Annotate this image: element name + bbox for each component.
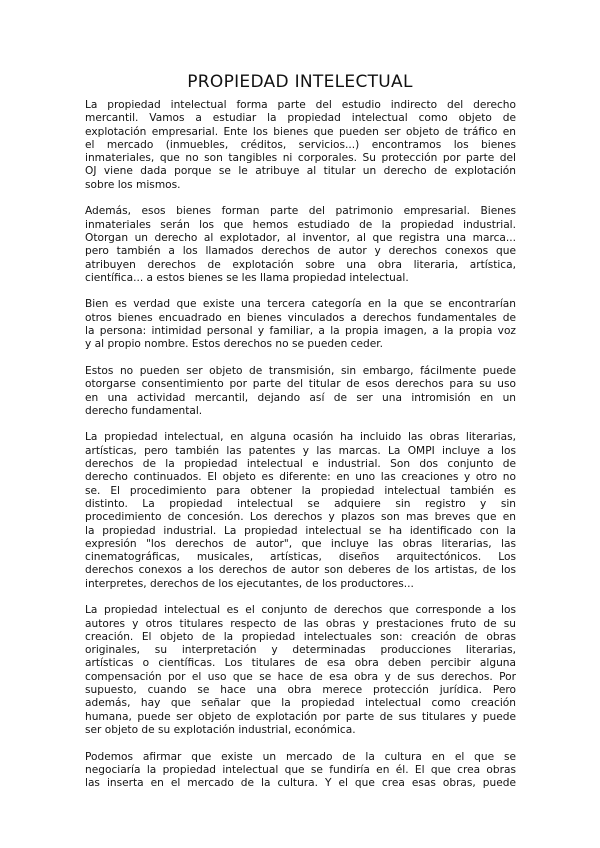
text-line: otros bienes encuadrado en bienes vinculados a derechos fundamentales de bbox=[85, 311, 516, 324]
text-line: supuesto, cuando se hace una obra merece protección jurídica. Pero bbox=[85, 684, 516, 697]
text-line: autores y otros titulares respecto de las obras y prestaciones fruto de su bbox=[85, 617, 516, 630]
text-line: sobre los mismos. bbox=[85, 178, 181, 191]
text-line: explotación empresarial. Ente los bienes que pueden ser objeto de tráfico en bbox=[85, 125, 516, 138]
text-line: humana, puede ser objeto de explotación por parte de sus titulares y puede bbox=[85, 710, 516, 723]
text-line: artísticas, pero también las patentes y las marcas. La OMPI incluye a los bbox=[85, 444, 516, 457]
text-line: expresión "los derechos de autor", que incluye las obras literarias, las bbox=[85, 537, 516, 550]
text-line: derecho fundamental. bbox=[85, 404, 203, 417]
text-line: y al propio nombre. Estos derechos no se pueden ceder. bbox=[85, 338, 384, 351]
text-line: la propiedad industrial. La propiedad intelectual se ha identificado con la bbox=[85, 524, 516, 537]
text-line: interpretes, derechos de los ejecutantes, de los productores... bbox=[85, 577, 414, 590]
text-line: atribuyen derechos de explotación sobre una obra literaria, artística, bbox=[85, 258, 516, 271]
document-body bbox=[85, 99, 516, 804]
text-line: cinematográficas, musicales, artísticas, diseños arquitectónicos. Los bbox=[85, 551, 516, 564]
text-line: se. El procedimiento para obtener la propiedad intelectual también es bbox=[85, 484, 516, 497]
text-line: Bien es verdad que existe una tercera categoría en la que se encontrarían bbox=[85, 298, 516, 311]
text-line: La propiedad intelectual forma parte del estudio indirecto del derecho bbox=[85, 99, 516, 111]
text-line: OJ viene dada porque se le atribuye al titular un derecho de explotación bbox=[85, 165, 516, 178]
text-line: además, hay que señalar que la propiedad intelectual como creación bbox=[85, 697, 516, 710]
text-line: artísticas o científicas. Los titulares de esa obra deben percibir alguna bbox=[85, 657, 516, 670]
text-line: en una actividad mercantil, dejando así de ser una intromisión en un bbox=[85, 391, 516, 404]
text-line: compensación por el uso que se hace de esa obra y de sus derechos. Por bbox=[85, 670, 516, 683]
text-line: Otorgan un derecho al explotador, al inventor, al que registra una marca... bbox=[85, 231, 516, 244]
paragraph bbox=[85, 604, 516, 737]
text-line: distinto. La propiedad intelectual se adquiere sin registro y sin bbox=[85, 497, 516, 510]
paragraph bbox=[85, 298, 516, 351]
text-line: las inserta en el mercado de la cultura. Y el que crea esas obras, puede bbox=[85, 777, 516, 790]
text-line: La propiedad intelectual, en alguna ocasión ha incluido las obras literarias, bbox=[85, 431, 516, 444]
text-line: La propiedad intelectual es el conjunto de derechos que corresponde a los bbox=[85, 604, 516, 617]
text-line: derecho continuados. El objeto es diferente: en uno las creaciones y otro no bbox=[85, 471, 516, 484]
text-line: inmateriales, que no son tangibles ni corporales. Su protección por parte del bbox=[85, 152, 516, 165]
paragraph bbox=[85, 751, 516, 791]
text-line: ser objeto de su explotación industrial, económica. bbox=[85, 723, 356, 736]
text-line: procedimiento de concesión. Los derechos y plazos son mas breves que en bbox=[85, 511, 516, 524]
paragraph bbox=[85, 99, 516, 192]
text-line: otorgarse consentimiento por parte del titular de esos derechos para su uso bbox=[85, 378, 516, 391]
text-line: pero también a los llamados derechos de autor y derechos conexos que bbox=[85, 245, 516, 258]
text-line: negociaría la propiedad intelectual que se fundiría en él. El que crea obras bbox=[85, 763, 516, 776]
text-line: Además, esos bienes forman parte del patrimonio empresarial. Bienes bbox=[85, 205, 516, 218]
document-title: PROPIEDAD INTELECTUAL bbox=[187, 72, 413, 92]
text-line: derechos de la propiedad intelectual e industrial. Son dos conjunto de bbox=[85, 458, 516, 471]
text-line: creación. El objeto de la propiedad intelectuales son: creación de obras bbox=[85, 630, 516, 643]
paragraph bbox=[85, 205, 516, 285]
text-line: inmateriales serán los que hemos estudiado de la propiedad industrial. bbox=[85, 218, 516, 231]
text-line: derechos conexos a los derechos de autor son deberes de los artistas, de los bbox=[85, 564, 516, 577]
text-line: el mercado (inmuebles, créditos, servicios...) encontramos los bienes bbox=[85, 138, 516, 151]
text-line: la persona: intimidad personal y familiar, a la propia imagen, a la propia voz bbox=[85, 325, 516, 338]
paragraph bbox=[85, 365, 516, 418]
paragraph bbox=[85, 431, 516, 591]
text-line: originales, su interpretación y determinadas producciones literarias, bbox=[85, 644, 516, 657]
text-line: mercantil. Vamos a estudiar la propiedad intelectual como objeto de bbox=[85, 112, 516, 125]
text-line: científica... a estos bienes se les llama propiedad intelectual. bbox=[85, 271, 409, 284]
text-line: Podemos afirmar que existe un mercado de la cultura en el que se bbox=[85, 750, 516, 763]
text-line: Estos no pueden ser objeto de transmisión, sin embargo, fácilmente puede bbox=[85, 364, 516, 377]
